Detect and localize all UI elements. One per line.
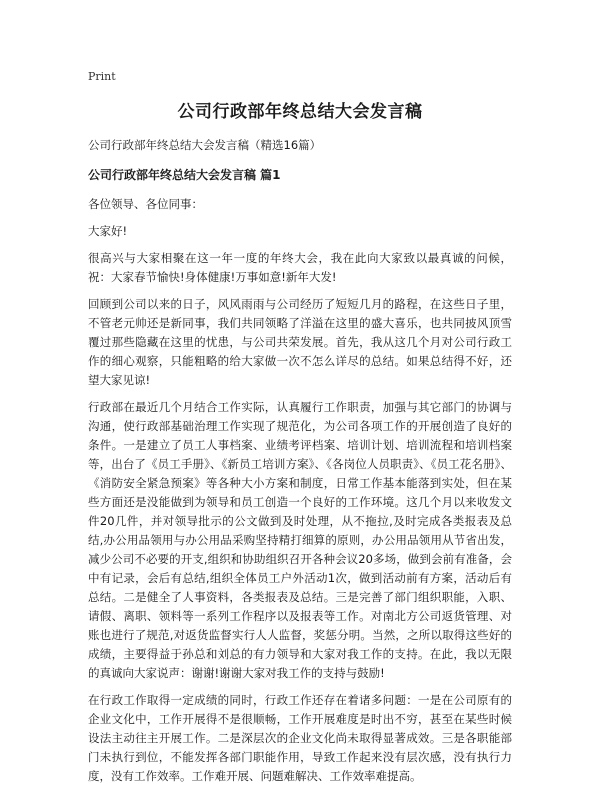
- print-label[interactable]: Print: [88, 70, 116, 83]
- greeting-paragraph: 各位领导、各位同事：: [88, 197, 203, 211]
- document-subtitle: 公司行政部年终总结大会发言稿（精选16篇）: [88, 138, 322, 152]
- section-heading: 公司行政部年终总结大会发言稿 篇1: [88, 168, 281, 182]
- body-paragraph: 回顾到公司以来的日子，风风雨雨与公司经历了短短几月的路程，在这些日子里，不管老元帅还是新同事，我们共同领略了洋溢在这里的盛大喜乐，也共同披风顶雪覆过那些隐藏在这里的忧患，与公司共荣发展。首先，我从这几个月对公司行政工作的细心观察，只能粗略的给大家做一次不怎么详尽的总结。如果总结得不好，还望大家见谅!: [88, 297, 512, 387]
- document-title: 公司行政部年终总结大会发言稿: [177, 102, 423, 122]
- body-paragraph: 行政部在最近几个月结合工作实际，认真履行工作职责，加强与其它部门的协调与沟通，使行政部基础治理工作实现了规范化，为公司各项工作的开展创造了良好的条件。一是建立了员工人事档案、业绩考评档案、培训计划、培训流程和培训档案等，出台了《员工手册》、《新员工培训方案》、《各岗位人员职责》、《员工花名册》、《消防安全紧急预案》等各种大小方案和制度，日常工作基本能落到实处，但在某些方面还是没能做到为领导和员工创造一个良好的工作环境。这几个月以来收发文件20几件，并对领导批示的公文做到及时处理，从不拖拉,及时完成各类报表及总结,办公用品领用与办公用品采购坚持精打细算的原则，办公用品领用从节省出发，减少公司不必要的开支,组织和协助组织召开各种会议20多场，做到会前有准备，会中有记录，会后有总结,组织全体员工户外活动1次，做到活动前有方案，活动后有总结。二是健全了人事资料，各类报表及总结。三是完善了部门组织职能，入职、请假、离职、领料等一系列工作程序以及报表等工作。对南北方公司返货管理、对账也进行了规范,对返货监督实行人人监督，奖惩分明。当然，之所以取得这些好的成绩，主要得益于孙总和刘总的有力领导和大家对我工作的支持。在此，我以无限的真诚向大家说声：谢谢!谢谢大家对我工作的支持与鼓励!: [88, 400, 512, 680]
- body-paragraph: 在行政工作取得一定成绩的同时，行政工作还存在着诸多问题：一是在公司原有的企业文化中，工作开展得不是很顺畅，工作开展难度是时出不穷，甚至在某些时候设法主动往主开展工作。二是深层次的企业文化尚未取得显著成效。三是各职能部门未执行到位，不能发挥各部门职能作用，导致工作起来没有层次感，没有执行力度，没有工作效率。工作难开展、问题难解决、工作效率难提高。: [88, 693, 512, 783]
- body-paragraph: 很高兴与大家相聚在这一年一度的年终大会，我在此向大家致以最真诚的问候，祝：大家春节愉快!身体健康!万事如意!新年大发!: [88, 251, 512, 284]
- salutation-paragraph: 大家好!: [88, 224, 128, 238]
